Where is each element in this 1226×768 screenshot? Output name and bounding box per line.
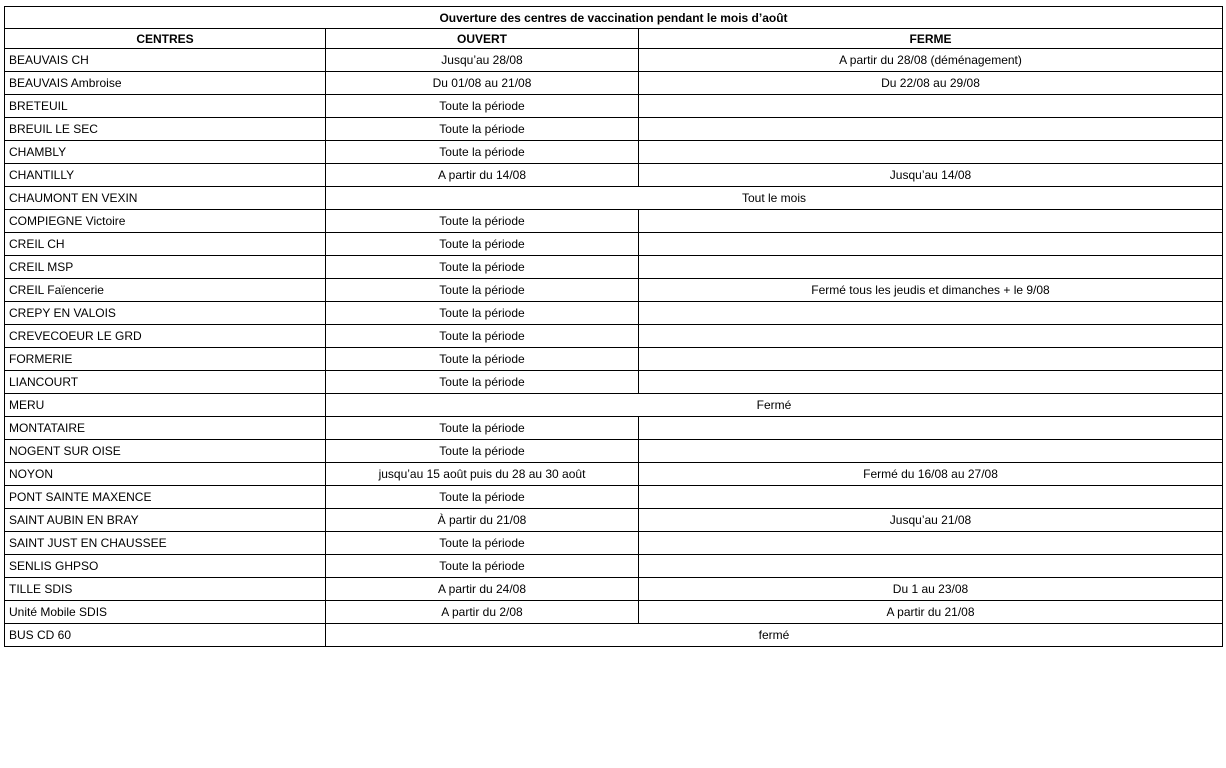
centre-name-cell: CREIL MSP [5, 256, 326, 279]
table-row [5, 394, 1223, 417]
table-row [5, 187, 1223, 210]
ferme-cell [639, 141, 1223, 164]
ferme-cell [639, 348, 1223, 371]
ferme-cell [639, 256, 1223, 279]
ouvert-cell: Toute la période [326, 440, 639, 463]
table-body [5, 49, 1223, 647]
centre-name-cell: BEAUVAIS Ambroise [5, 72, 326, 95]
ferme-cell: Fermé tous les jeudis et dimanches + le 9/08 [639, 279, 1223, 302]
ouvert-cell: Toute la période [326, 325, 639, 348]
ferme-cell: Jusqu’au 21/08 [639, 509, 1223, 532]
vaccination-centres-table [4, 6, 1223, 647]
table-row [5, 95, 1223, 118]
ferme-cell: Du 1 au 23/08 [639, 578, 1223, 601]
centre-name-cell: MERU [5, 394, 326, 417]
ferme-cell [639, 210, 1223, 233]
centre-name-cell: CREIL CH [5, 233, 326, 256]
table-row [5, 555, 1223, 578]
table-row [5, 141, 1223, 164]
ferme-cell [639, 325, 1223, 348]
table-row [5, 164, 1223, 187]
table-row [5, 233, 1223, 256]
table-row [5, 325, 1223, 348]
table-row [5, 532, 1223, 555]
ferme-cell: Jusqu’au 14/08 [639, 164, 1223, 187]
centre-name-cell: Unité Mobile SDIS [5, 601, 326, 624]
ferme-cell: A partir du 21/08 [639, 601, 1223, 624]
ouvert-cell: Toute la période [326, 95, 639, 118]
header-centres: CENTRES [5, 29, 326, 49]
centre-name-cell: CHAMBLY [5, 141, 326, 164]
centre-name-cell: FORMERIE [5, 348, 326, 371]
centre-name-cell: COMPIEGNE Victoire [5, 210, 326, 233]
ouvert-cell: Toute la période [326, 233, 639, 256]
table-row [5, 509, 1223, 532]
centre-name-cell: SENLIS GHPSO [5, 555, 326, 578]
table-row [5, 578, 1223, 601]
header-ouvert: OUVERT [326, 29, 639, 49]
ouvert-cell: A partir du 2/08 [326, 601, 639, 624]
table-row [5, 302, 1223, 325]
table-row [5, 256, 1223, 279]
ferme-cell [639, 118, 1223, 141]
table-row [5, 279, 1223, 302]
ouvert-cell: Toute la période [326, 371, 639, 394]
table-row [5, 49, 1223, 72]
ferme-cell: Fermé du 16/08 au 27/08 [639, 463, 1223, 486]
ferme-cell [639, 302, 1223, 325]
centre-name-cell: SAINT JUST EN CHAUSSEE [5, 532, 326, 555]
table-row [5, 210, 1223, 233]
ouvert-cell: À partir du 21/08 [326, 509, 639, 532]
centre-name-cell: LIANCOURT [5, 371, 326, 394]
centre-name-cell: TILLE SDIS [5, 578, 326, 601]
table-header-row [5, 29, 1223, 49]
ouvert-cell: Toute la période [326, 279, 639, 302]
centre-name-cell: BUS CD 60 [5, 624, 326, 647]
ouvert-cell: Toute la période [326, 256, 639, 279]
merged-status-cell: Fermé [326, 394, 1223, 417]
centre-name-cell: SAINT AUBIN EN BRAY [5, 509, 326, 532]
ouvert-cell: A partir du 24/08 [326, 578, 639, 601]
ouvert-cell: Toute la période [326, 141, 639, 164]
table-row [5, 624, 1223, 647]
table-row [5, 371, 1223, 394]
ferme-cell [639, 233, 1223, 256]
centre-name-cell: CHAUMONT EN VEXIN [5, 187, 326, 210]
ferme-cell [639, 371, 1223, 394]
header-ferme: FERME [639, 29, 1223, 49]
ferme-cell [639, 532, 1223, 555]
ouvert-cell: A partir du 14/08 [326, 164, 639, 187]
ouvert-cell: Toute la période [326, 302, 639, 325]
centre-name-cell: PONT SAINTE MAXENCE [5, 486, 326, 509]
table-row [5, 348, 1223, 371]
centre-name-cell: CREPY EN VALOIS [5, 302, 326, 325]
ferme-cell: A partir du 28/08 (déménagement) [639, 49, 1223, 72]
ouvert-cell: Du 01/08 au 21/08 [326, 72, 639, 95]
table-title-row [5, 7, 1223, 29]
table-title: Ouverture des centres de vaccination pendant le mois d’août [5, 7, 1223, 29]
centre-name-cell: NOYON [5, 463, 326, 486]
centre-name-cell: MONTATAIRE [5, 417, 326, 440]
ouvert-cell: Toute la période [326, 348, 639, 371]
ferme-cell: Du 22/08 au 29/08 [639, 72, 1223, 95]
merged-status-cell: Tout le mois [326, 187, 1223, 210]
table-row [5, 486, 1223, 509]
centre-name-cell: BEAUVAIS CH [5, 49, 326, 72]
ouvert-cell: Toute la période [326, 118, 639, 141]
table-row [5, 463, 1223, 486]
merged-status-cell: fermé [326, 624, 1223, 647]
table-row [5, 601, 1223, 624]
ferme-cell [639, 95, 1223, 118]
table-row [5, 72, 1223, 95]
ouvert-cell: Toute la période [326, 417, 639, 440]
centre-name-cell: NOGENT SUR OISE [5, 440, 326, 463]
centre-name-cell: BRETEUIL [5, 95, 326, 118]
table-row [5, 417, 1223, 440]
centre-name-cell: CHANTILLY [5, 164, 326, 187]
ferme-cell [639, 417, 1223, 440]
ferme-cell [639, 440, 1223, 463]
ferme-cell [639, 486, 1223, 509]
ouvert-cell: jusqu’au 15 août puis du 28 au 30 août [326, 463, 639, 486]
ouvert-cell: Toute la période [326, 210, 639, 233]
ouvert-cell: Toute la période [326, 532, 639, 555]
centre-name-cell: CREVECOEUR LE GRD [5, 325, 326, 348]
ouvert-cell: Toute la période [326, 555, 639, 578]
ferme-cell [639, 555, 1223, 578]
ouvert-cell: Jusqu’au 28/08 [326, 49, 639, 72]
ouvert-cell: Toute la période [326, 486, 639, 509]
table-row [5, 440, 1223, 463]
table-row [5, 118, 1223, 141]
centre-name-cell: BREUIL LE SEC [5, 118, 326, 141]
centre-name-cell: CREIL Faïencerie [5, 279, 326, 302]
